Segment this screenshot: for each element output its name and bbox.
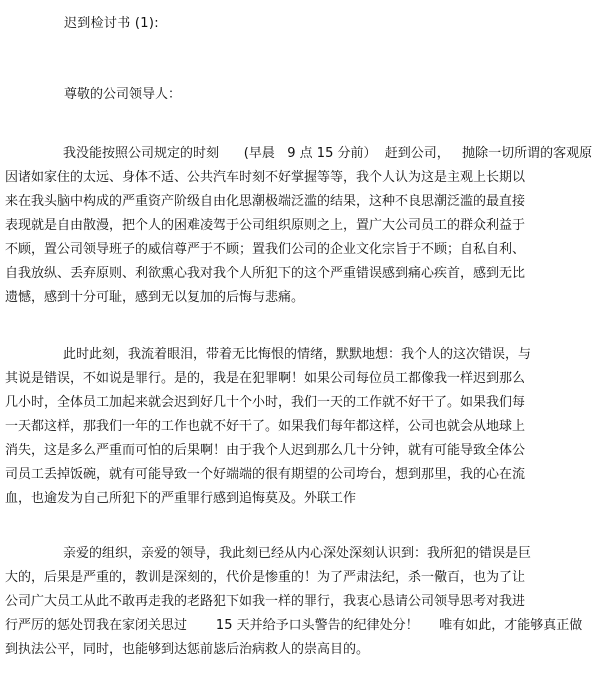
paragraph-line: 一天都这样，那我们一年的工作也就不好干了。如果我们每年都这样，公司也就会从地球上	[5, 419, 526, 434]
paragraph-line: 几小时，全体员工加起来就会迟到好几十个小时，我们一天的工作就不好干了。如果我们每	[5, 395, 526, 410]
paragraph-line: 行严厉的惩处罚我在家闭关思过 15 天并给予口头警告的纪律处分！ 唯有如此，才能够真正做	[5, 618, 583, 633]
paragraph-line: 因诸如家住的太远、身体不适、公共汽车时刻不好掌握等等，我个人认为这是主观上长期以	[5, 170, 526, 185]
salutation: 尊敬的公司领导人：	[64, 87, 182, 102]
paragraph-1	[5, 142, 597, 310]
paragraph-line: 血，也逾发为自己所犯下的严重罪行感到追悔莫及。外联工作	[5, 491, 357, 506]
paragraph-line: 公司广大员工从此不敢再走我的老路犯下如我一样的罪行，我衷心恳请公司领导思考对我进	[5, 594, 526, 609]
paragraph-line: 不顾，置公司领导班子的威信尊严于不顾；置我们公司的企业文化宗旨于不顾；自私自利、	[5, 242, 526, 257]
paragraph-line: 遗憾，感到十分可耻，感到无以复加的后悔与悲痛。	[5, 290, 305, 305]
paragraph-line: 来在我头脑中构成的严重资产阶级自由化思潮极端泛滥的结果，这种不良思潮泛滥的最直接	[5, 194, 526, 209]
paragraph-line: 自我放纵、丢弃原则、利欲熏心我对我个人所犯下的这个严重错误感到痛心疾首，感到无比	[5, 266, 526, 281]
paragraph-3	[5, 542, 597, 662]
paragraph-2	[5, 343, 597, 511]
paragraph-line: 我没能按照公司规定的时刻 (早晨 9 点 15 分前） 赶到公司， 抛除一切所谓的客观原	[63, 146, 593, 161]
paragraph-line: 亲爱的组织，亲爱的领导，我此刻已经从内心深处深刻认识到：我所犯的错误是巨	[63, 546, 532, 561]
document-title: 迟到检讨书 (1):	[64, 16, 159, 31]
paragraph-line: 大的，后果是严重的，教训是深刻的，代价是惨重的！为了严肃法纪，杀一儆百，也为了让	[5, 570, 526, 585]
paragraph-line: 其说是错误，不如说是罪行。是的，我是在犯罪啊！如果公司每位员工都像我一样迟到那么	[5, 371, 526, 386]
paragraph-line: 表现就是自由散漫，把个人的困难凌驾于公司组织原则之上，置广大公司员工的群众利益于	[5, 218, 526, 233]
paragraph-line: 到执法公平，同时，也能够到达惩前毖后治病救人的崇高目的。	[5, 642, 370, 657]
paragraph-line: 司员工丢掉饭碗，就有可能导致一个好端端的很有期望的公司垮台，想到那里，我的心在流	[5, 467, 526, 482]
paragraph-line: 消失，这是多么严重而可怕的后果啊！由于我个人迟到那么几十分钟，就有可能导致全体公	[5, 443, 526, 458]
paragraph-line: 此时此刻，我流着眼泪，带着无比悔恨的情绪，默默地想：我个人的这次错误，与	[63, 347, 532, 362]
